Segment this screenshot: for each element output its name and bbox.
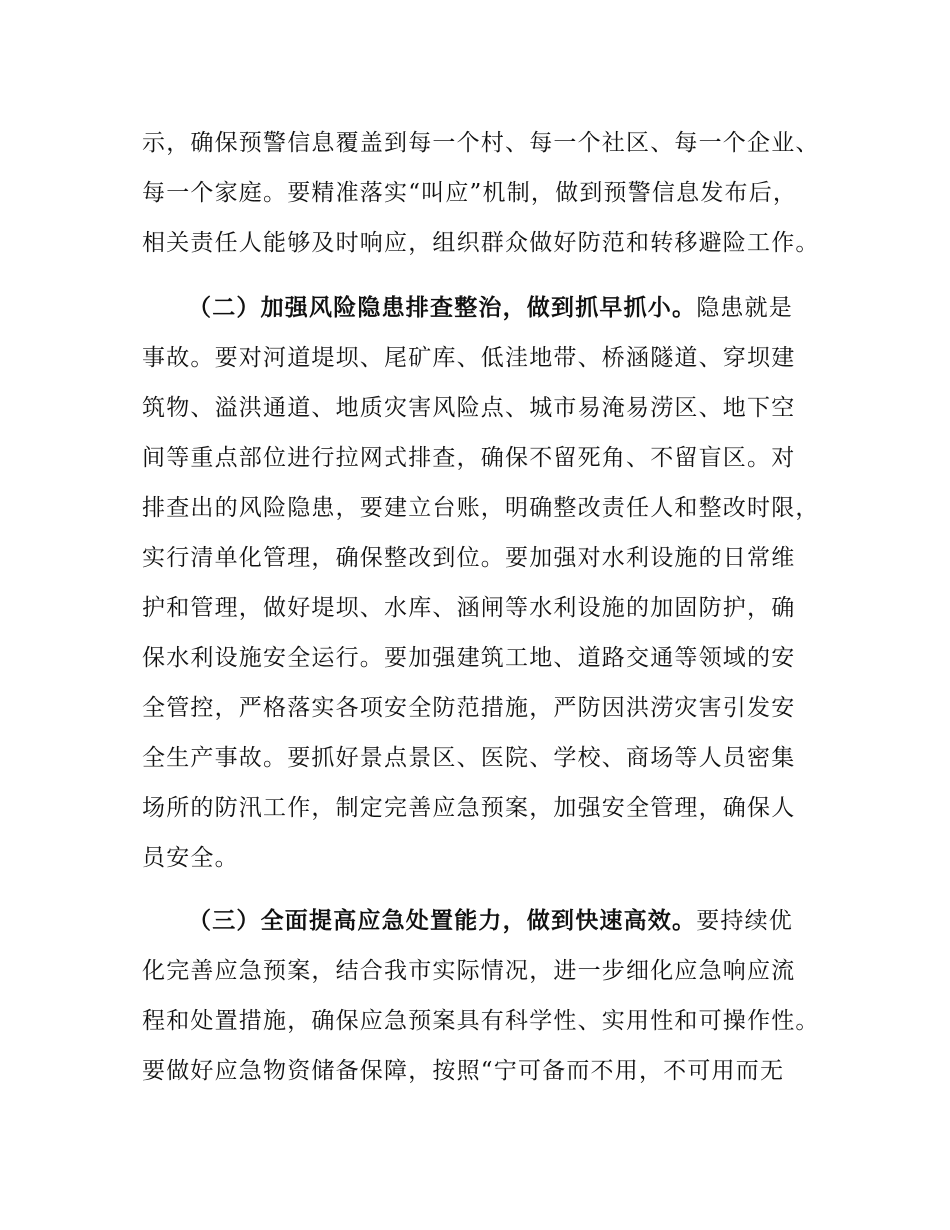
section2-first-line: [188, 293, 878, 323]
section2-heading: （二）加强风险隐患排查整治，做到抓早抓小。: [188, 295, 697, 321]
section2-line-6: 实行清单化管理，确保整改到位。要加强对水利设施的日常维: [142, 545, 796, 571]
section2-line-12: 员安全。: [142, 845, 239, 871]
section2-line-7: 护和管理，做好堤坝、水库、涵闸等水利设施的加固防护，确: [142, 595, 796, 621]
section2-first-line-text: 隐患就是: [696, 295, 794, 321]
section2-line-4: 间等重点部位进行拉网式排查，确保不留死角、不留盲区。对: [142, 445, 796, 471]
section3-first-line: [188, 906, 878, 936]
intro-line-2: 每一个家庭。要精准落实“叫应”机制，做到预警信息发布后，: [142, 180, 798, 206]
section2-line-5: 排查出的风险隐患，要建立台账，明确整改责任人和整改时限，: [142, 495, 820, 521]
section3-first-line-text: 要持续优: [696, 908, 794, 934]
intro-line-3: 相关责任人能够及时响应，组织群众做好防范和转移避险工作。: [142, 230, 820, 256]
section3-line-4: 要做好应急物资储备保障，按照“宁可备而不用，不可用而无: [142, 1058, 785, 1084]
section2-line-8: 保水利设施安全运行。要加强建筑工地、道路交通等领域的安: [142, 645, 796, 671]
section2-line-9: 全管控，严格落实各项安全防范措施，严防因洪涝灾害引发安: [142, 695, 796, 721]
section2-line-11: 场所的防汛工作，制定完善应急预案，加强安全管理，确保人: [142, 795, 796, 821]
section2-line-2: 事故。要对河道堤坝、尾矿库、低洼地带、桥涵隧道、穿坝建: [142, 345, 796, 371]
section2-line-3: 筑物、溢洪通道、地质灾害风险点、城市易淹易涝区、地下空: [142, 395, 796, 421]
section2-line-10: 全生产事故。要抓好景点景区、医院、学校、商场等人员密集: [142, 745, 796, 771]
intro-line-1: 示，确保预警信息覆盖到每一个村、每一个社区、每一个企业、: [142, 130, 820, 156]
section3-heading: （三）全面提高应急处置能力，做到快速高效。: [188, 908, 697, 934]
section3-line-3: 程和处置措施，确保应急预案具有科学性、实用性和可操作性。: [142, 1008, 820, 1034]
section3-line-2: 化完善应急预案，结合我市实际情况，进一步细化应急响应流: [142, 958, 796, 984]
